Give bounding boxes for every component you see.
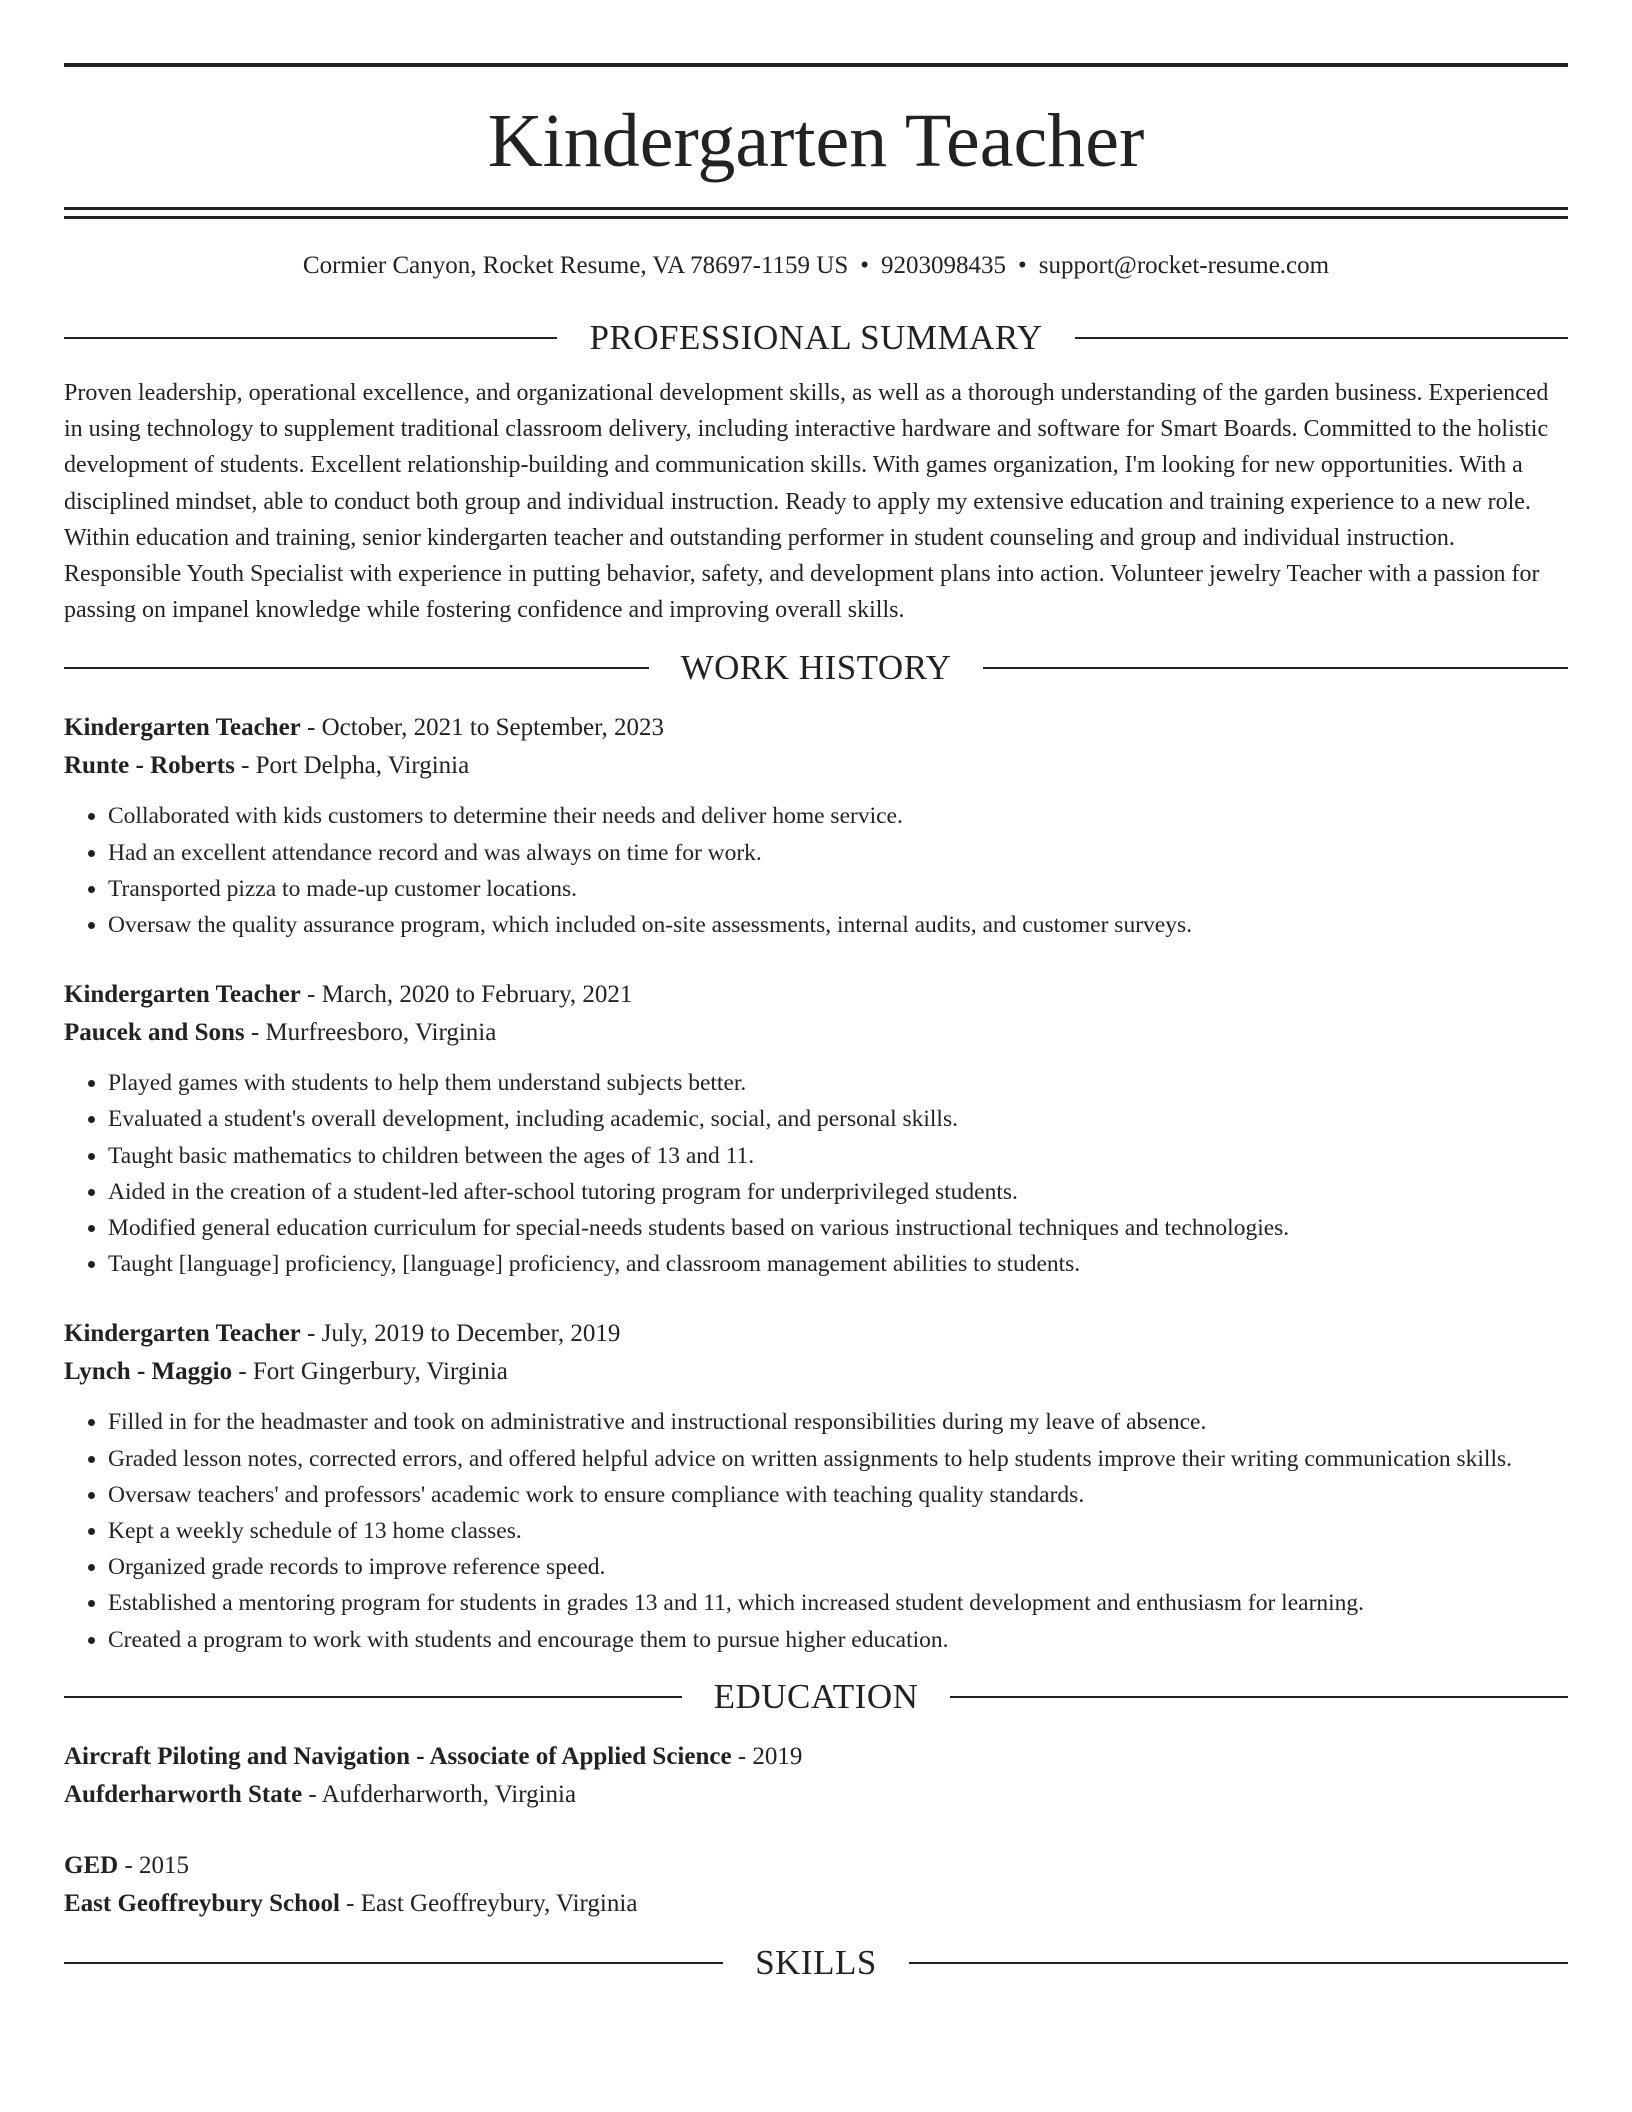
section-rule: [909, 1962, 1568, 1964]
skills-section-title: SKILLS: [755, 1942, 877, 1982]
job-bullets: [64, 798, 1568, 943]
education-degree: Aircraft Piloting and Navigation - Associate of Applied Science: [64, 1742, 732, 1770]
job-bullet: • Organized grade records to improve reference speed.: [108, 1549, 1568, 1585]
job-dates: - July, 2019 to December, 2019: [300, 1320, 621, 1348]
section-rule: [64, 667, 649, 669]
job-location: - Port Delpha, Virginia: [234, 752, 470, 780]
job-bullet: • Modified general education curriculum for special-needs students based on various instructional techniques and technologies.: [108, 1210, 1568, 1246]
job-bullet: • Created a program to work with students and encourage them to pursue higher education.: [108, 1622, 1568, 1658]
job-company-line: [64, 1014, 1568, 1052]
job-bullet: • Taught [language] proficiency, [language] proficiency, and classroom management abilities to students.: [108, 1246, 1568, 1282]
job-title-line: [64, 1315, 1568, 1353]
education-degree: GED: [64, 1851, 119, 1879]
job-bullets: [64, 1065, 1568, 1282]
section-rule: [983, 667, 1568, 669]
summary-section-header: [64, 318, 1568, 358]
education-year: - 2019: [731, 1742, 803, 1770]
education-school: East Geoffreybury School: [64, 1889, 340, 1917]
job-title-line: [64, 709, 1568, 747]
education-degree-line: [64, 1738, 1568, 1776]
education-school: Aufderharworth State: [64, 1780, 303, 1808]
job-title: Kindergarten Teacher: [64, 981, 301, 1009]
education-degree-line: [64, 1847, 1568, 1885]
job-bullet: • Evaluated a student's overall development, including academic, social, and personal skills.: [108, 1101, 1568, 1137]
job-bullet: • Kept a weekly schedule of 13 home classes.: [108, 1513, 1568, 1549]
job-bullet: • Taught basic mathematics to children between the ages of 13 and 11.: [108, 1138, 1568, 1174]
job-bullet: • Oversaw the quality assurance program, which included on-site assessments, internal audits, and customer surveys.: [108, 907, 1568, 943]
section-rule: [1075, 337, 1568, 339]
job-entry: [64, 1315, 1568, 1657]
contact-line: [64, 251, 1568, 281]
education-school-line: [64, 1776, 1568, 1814]
contact-email: support@rocket-resume.com: [1038, 252, 1330, 279]
job-company-line: [64, 1353, 1568, 1391]
top-rule: [64, 63, 1568, 67]
education-school-line: [64, 1885, 1568, 1923]
education-location: - Aufderharworth, Virginia: [302, 1780, 577, 1808]
job-dates: - March, 2020 to February, 2021: [300, 981, 633, 1009]
job-dates: - October, 2021 to September, 2023: [300, 714, 664, 742]
job-bullet: • Graded lesson notes, corrected errors, and offered helpful advice on written assignments to help students improve their writing communication skills.: [108, 1441, 1568, 1477]
education-entry: [64, 1847, 1568, 1923]
section-rule: [64, 337, 557, 339]
job-title: Kindergarten Teacher: [64, 714, 301, 742]
job-bullet: • Played games with students to help them understand subjects better.: [108, 1065, 1568, 1101]
job-title: Kindergarten Teacher: [64, 1320, 301, 1348]
contact-phone: 9203098435: [881, 252, 1007, 279]
section-rule: [64, 1696, 682, 1698]
job-bullet: • Had an excellent attendance record and was always on time for work.: [108, 835, 1568, 871]
education-year: - 2015: [118, 1851, 190, 1879]
job-bullets: [64, 1404, 1568, 1657]
resume-page: [64, 0, 1568, 1983]
education-section-header: [64, 1677, 1568, 1717]
job-company: Runte - Roberts: [64, 752, 235, 780]
contact-address: Cormier Canyon, Rocket Resume, VA 78697-1159 US: [302, 252, 849, 279]
job-entry: [64, 709, 1568, 943]
contact-separator: •: [860, 252, 870, 279]
job-bullet: • Filled in for the headmaster and took on administrative and instructional responsibilities during my leave of absence.: [108, 1404, 1568, 1440]
work-section-header: [64, 648, 1568, 688]
job-location: - Fort Gingerbury, Virginia: [232, 1358, 508, 1386]
double-rule: [64, 207, 1568, 219]
education-section-title: EDUCATION: [713, 1676, 919, 1716]
education-location: - East Geoffreybury, Virginia: [339, 1889, 638, 1917]
job-bullet: • Oversaw teachers' and professors' academic work to ensure compliance with teaching quality standards.: [108, 1477, 1568, 1513]
job-bullet: • Aided in the creation of a student-led after-school tutoring program for underprivileged students.: [108, 1174, 1568, 1210]
job-bullet: • Transported pizza to made-up customer locations.: [108, 871, 1568, 907]
contact-separator: •: [1018, 252, 1027, 279]
education-entry: [64, 1738, 1568, 1814]
job-title-line: [64, 976, 1568, 1014]
job-bullet: • Collaborated with kids customers to determine their needs and deliver home service.: [108, 798, 1568, 834]
summary-section-title: PROFESSIONAL SUMMARY: [589, 318, 1043, 357]
section-rule: [950, 1696, 1568, 1698]
job-entry: [64, 976, 1568, 1282]
job-company-line: [64, 747, 1568, 785]
summary-text: Proven leadership, operational excellence, and organizational development skills, as well as a thorough understanding of the garden business. Experienced in using technology to supplement traditional classroom delivery, including interactive hardware and software for Smart Boards. Committed to the holistic development of students. Excellent relationship-building and communication skills. With games organization, I'm looking for new opportunities. With a disciplined mindset, able to conduct both group and individual instruction. Ready to apply my extensive education and training experience to a new role. Within education and training, senior kindergarten teacher and outstanding performer in student counseling and group and individual instruction. Responsible Youth Specialist with experience in putting behavior, safety, and development plans into action. Volunteer jewelry Teacher with a passion for passing on impanel knowledge while fostering confidence and improving overall skills.: [64, 380, 1549, 624]
job-company: Paucek and Sons: [64, 1019, 245, 1047]
job-location: - Murfreesboro, Virginia: [244, 1019, 497, 1047]
work-section-title: WORK HISTORY: [680, 648, 952, 688]
resume-title: Kindergarten Teacher: [487, 99, 1145, 183]
skills-section-header: [64, 1943, 1568, 1983]
job-bullet: • Established a mentoring program for students in grades 13 and 11, which increased student development and enthusiasm for learning.: [108, 1585, 1568, 1621]
job-company: Lynch - Maggio: [64, 1358, 233, 1386]
section-rule: [64, 1962, 723, 1964]
